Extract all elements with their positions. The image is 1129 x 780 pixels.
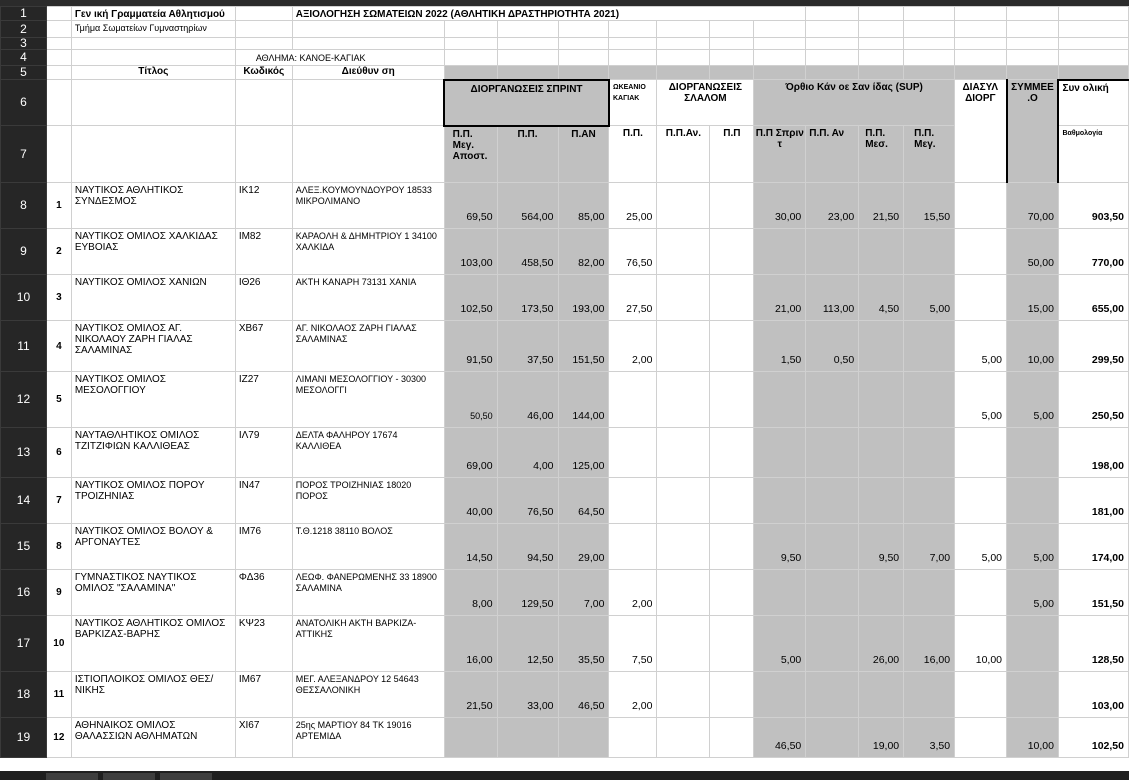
club-address[interactable]: ΑΛΕΞ.ΚΟΥΜΟΥΝΔΟΥΡΟΥ 18533 ΜΙΚΡΟΛΙΜΑΝΟ <box>292 183 444 229</box>
table-row[interactable] <box>1 229 1129 275</box>
row-header[interactable]: 19 <box>1 718 47 758</box>
score-cell[interactable]: 25,00 <box>609 183 657 229</box>
score-cell[interactable]: 35,50 <box>558 616 609 672</box>
score-cell[interactable]: 50,00 <box>1007 229 1059 275</box>
score-cell[interactable]: 69,50 <box>444 183 497 229</box>
header-sprint: ΔΙΟΡΓΑΝΩΣΕΙΣ ΣΠΡΙΝΤ <box>444 80 609 126</box>
score-cell[interactable]: 5,00 <box>1007 372 1059 428</box>
score-cell[interactable]: 8,00 <box>444 570 497 616</box>
club-rank[interactable]: 1 <box>46 183 71 229</box>
row-header[interactable]: 10 <box>1 275 47 321</box>
header-total-sub: Βαθμολογία <box>1058 126 1128 183</box>
score-cell[interactable]: 21,00 <box>754 275 806 321</box>
score-cell[interactable]: 82,00 <box>558 229 609 275</box>
club-address[interactable]: ΔΕΛΤΑ ΦΑΛΗΡΟΥ 17674 ΚΑΛΛΙΘΕΑ <box>292 428 444 478</box>
score-cell[interactable]: 76,50 <box>497 478 558 524</box>
score-cell[interactable]: 14,50 <box>444 524 497 570</box>
club-rank[interactable]: 4 <box>46 321 71 372</box>
score-cell[interactable] <box>806 570 859 616</box>
score-cell[interactable] <box>657 570 710 616</box>
score-cell[interactable]: 2,00 <box>609 570 657 616</box>
club-name[interactable]: ΙΣΤΙΟΠΛΟΙΚΟΣ ΟΜΙΛΟΣ ΘΕΣ/ΝΙΚΗΣ <box>71 672 235 718</box>
score-cell[interactable] <box>806 428 859 478</box>
row-header[interactable]: 3 <box>1 38 47 50</box>
score-cell[interactable] <box>754 570 806 616</box>
total-score-cell[interactable]: 128,50 <box>1058 616 1128 672</box>
score-cell[interactable]: 21,50 <box>444 672 497 718</box>
total-score-cell[interactable]: 102,50 <box>1058 718 1128 758</box>
club-code[interactable]: ΧΒ67 <box>235 321 292 372</box>
score-cell[interactable]: 5,00 <box>955 524 1007 570</box>
club-code[interactable]: ΦΔ36 <box>235 570 292 616</box>
club-rank[interactable]: 10 <box>46 616 71 672</box>
row-header[interactable]: 18 <box>1 672 47 718</box>
score-cell[interactable]: 173,50 <box>497 275 558 321</box>
total-score-cell[interactable]: 198,00 <box>1058 428 1128 478</box>
score-cell[interactable] <box>609 718 657 758</box>
subheader: Π.ΑΝ <box>558 126 609 183</box>
score-cell[interactable]: 76,50 <box>609 229 657 275</box>
table-row[interactable] <box>1 428 1129 478</box>
score-cell[interactable]: 69,00 <box>444 428 497 478</box>
score-cell[interactable] <box>904 229 955 275</box>
score-cell[interactable]: 125,00 <box>558 428 609 478</box>
club-code[interactable]: ΙΘ26 <box>235 275 292 321</box>
score-cell[interactable] <box>657 478 710 524</box>
score-cell[interactable] <box>859 478 904 524</box>
score-cell[interactable] <box>710 672 754 718</box>
score-cell[interactable] <box>806 478 859 524</box>
score-cell[interactable] <box>558 718 609 758</box>
total-score-cell[interactable]: 181,00 <box>1058 478 1128 524</box>
row-header[interactable]: 8 <box>1 183 47 229</box>
club-code[interactable]: ΧΙ67 <box>235 718 292 758</box>
score-cell[interactable]: 94,50 <box>497 524 558 570</box>
score-cell[interactable] <box>657 718 710 758</box>
score-cell[interactable]: 21,50 <box>859 183 904 229</box>
sheet-tab[interactable] <box>46 773 98 780</box>
row-header[interactable]: 17 <box>1 616 47 672</box>
sheet-tab[interactable] <box>160 773 212 780</box>
score-cell[interactable]: 70,00 <box>1007 183 1059 229</box>
score-cell[interactable] <box>806 372 859 428</box>
table-row[interactable] <box>1 672 1129 718</box>
score-cell[interactable] <box>754 372 806 428</box>
subheader: Π.Π. Μεγ. Αποστ. <box>444 126 497 183</box>
score-cell[interactable] <box>657 321 710 372</box>
row-header[interactable]: 13 <box>1 428 47 478</box>
score-cell[interactable]: 37,50 <box>497 321 558 372</box>
club-code[interactable]: ΙΝ47 <box>235 478 292 524</box>
score-cell[interactable] <box>955 718 1007 758</box>
score-cell[interactable] <box>609 372 657 428</box>
total-score-cell[interactable]: 299,50 <box>1058 321 1128 372</box>
score-cell[interactable] <box>904 372 955 428</box>
score-cell[interactable]: 103,00 <box>444 229 497 275</box>
club-name[interactable]: ΝΑΥΤΙΚΟΣ ΟΜΙΛΟΣ ΧΑΛΚΙΔΑΣ ΕΥΒΟΙΑΣ <box>71 229 235 275</box>
score-cell[interactable] <box>1007 478 1059 524</box>
row-header[interactable]: 12 <box>1 372 47 428</box>
score-cell[interactable]: 5,00 <box>1007 570 1059 616</box>
total-score-cell[interactable]: 655,00 <box>1058 275 1128 321</box>
sheet-tab[interactable] <box>103 773 155 780</box>
score-cell[interactable] <box>657 524 710 570</box>
club-code[interactable]: ΙΜ67 <box>235 672 292 718</box>
score-cell[interactable] <box>904 672 955 718</box>
score-cell[interactable] <box>444 718 497 758</box>
score-cell[interactable] <box>904 428 955 478</box>
club-name[interactable]: ΑΘΗΝΑΙΚΟΣ ΟΜΙΛΟΣ ΘΑΛΑΣΣΙΩΝ ΑΘΛΗΜΑΤΩΝ <box>71 718 235 758</box>
header-total: Συν ολική <box>1058 80 1128 126</box>
score-cell[interactable] <box>710 321 754 372</box>
score-cell[interactable] <box>806 229 859 275</box>
score-cell[interactable] <box>710 229 754 275</box>
score-cell[interactable]: 458,50 <box>497 229 558 275</box>
row-header[interactable]: 1 <box>1 7 47 21</box>
club-address[interactable]: ΑΝΑΤΟΛΙΚΗ ΑΚΤΗ ΒΑΡΚΙΖΑ-ΑΤΤΙΚΗΣ <box>292 616 444 672</box>
score-cell[interactable] <box>609 428 657 478</box>
header-sup: Όρθιο Κάν οε Σαν ίδας (SUP) <box>754 80 955 126</box>
score-cell[interactable]: 151,50 <box>558 321 609 372</box>
club-rank[interactable]: 12 <box>46 718 71 758</box>
table-row[interactable] <box>1 616 1129 672</box>
row-header[interactable]: 16 <box>1 570 47 616</box>
row-header[interactable]: 7 <box>1 126 47 183</box>
score-cell[interactable]: 4,50 <box>859 275 904 321</box>
row-header[interactable]: 9 <box>1 229 47 275</box>
club-name[interactable]: ΝΑΥΤΙΚΟΣ ΟΜΙΛΟΣ ΒΟΛΟΥ & ΑΡΓΟΝΑΥΤΕΣ <box>71 524 235 570</box>
score-cell[interactable]: 50,50 <box>444 372 497 428</box>
header-ocean: ΩΚΕΑΝΙΟ ΚΑΓΙΑΚ <box>609 80 657 126</box>
score-cell[interactable]: 16,00 <box>904 616 955 672</box>
row-header[interactable]: 4 <box>1 50 47 66</box>
spreadsheet-grid[interactable] <box>0 6 1129 758</box>
score-cell[interactable] <box>955 570 1007 616</box>
club-address[interactable]: ΜΕΓ. ΑΛΕΞΑΝΔΡΟΥ 12 54643 ΘΕΣΣΑΛΟΝΙΚΗ <box>292 672 444 718</box>
club-address[interactable]: ΑΓ. ΝΙΚΟΛΑΟΣ ΖΑΡΗ ΓΙΑΛΑΣ ΣΑΛΑΜΙΝΑΣ <box>292 321 444 372</box>
score-cell[interactable]: 33,00 <box>497 672 558 718</box>
score-cell[interactable]: 129,50 <box>497 570 558 616</box>
subheader: Π.Π. Αν <box>806 126 859 183</box>
score-cell[interactable] <box>955 229 1007 275</box>
score-cell[interactable]: 10,00 <box>1007 718 1059 758</box>
score-cell[interactable]: 64,50 <box>558 478 609 524</box>
score-cell[interactable]: 27,50 <box>609 275 657 321</box>
total-score-cell[interactable]: 250,50 <box>1058 372 1128 428</box>
club-code[interactable]: ΙΜ82 <box>235 229 292 275</box>
club-name[interactable]: ΝΑΥΤΙΚΟΣ ΑΘΛΗΤΙΚΟΣ ΣΥΝΔΕΣΜΟΣ <box>71 183 235 229</box>
org-title: Γεν ική Γραμματεία Αθλητισμού <box>71 7 235 21</box>
score-cell[interactable]: 91,50 <box>444 321 497 372</box>
subheader: Π.Π. <box>609 126 657 183</box>
score-cell[interactable] <box>904 478 955 524</box>
score-cell[interactable] <box>859 428 904 478</box>
score-cell[interactable]: 7,50 <box>609 616 657 672</box>
club-name[interactable]: ΝΑΥΤΙΚΟΣ ΟΜΙΛΟΣ ΑΓ. ΝΙΚΟΛΑΟΥ ΖΑΡΗ ΓΙΑΛΑΣ ΣΑΛΑΜΙΝΑΣ <box>71 321 235 372</box>
table-row[interactable] <box>1 524 1129 570</box>
club-rank[interactable]: 11 <box>46 672 71 718</box>
score-cell[interactable]: 5,00 <box>1007 524 1059 570</box>
score-cell[interactable] <box>657 428 710 478</box>
row-header[interactable]: 11 <box>1 321 47 372</box>
header-symmeo: ΣΥΜΜΕΕ .Ο <box>1007 80 1059 183</box>
score-cell[interactable]: 29,00 <box>558 524 609 570</box>
score-cell[interactable] <box>710 478 754 524</box>
subheader: Π.Π Σπριν τ <box>754 126 806 183</box>
total-score-cell[interactable]: 151,50 <box>1058 570 1128 616</box>
club-code[interactable]: ΙΜ76 <box>235 524 292 570</box>
score-cell[interactable] <box>754 672 806 718</box>
club-code[interactable]: ΙΚ12 <box>235 183 292 229</box>
score-cell[interactable]: 16,00 <box>444 616 497 672</box>
club-rank[interactable]: 6 <box>46 428 71 478</box>
club-address[interactable]: ΚΑΡΑΟΛΗ & ΔΗΜΗΤΡΙΟΥ 1 34100 ΧΑΛΚΙΔΑ <box>292 229 444 275</box>
subheader: Π.Π. Μεσ. <box>859 126 904 183</box>
score-cell[interactable] <box>710 372 754 428</box>
score-cell[interactable] <box>657 672 710 718</box>
score-cell[interactable]: 46,00 <box>497 372 558 428</box>
sport-label: ΑΘΛΗΜΑ: ΚΑΝΟΕ-ΚΑΓΙΑΚ <box>235 50 444 66</box>
score-cell[interactable] <box>859 321 904 372</box>
score-cell[interactable] <box>859 672 904 718</box>
score-cell[interactable] <box>859 372 904 428</box>
table-row[interactable] <box>1 718 1129 758</box>
score-cell[interactable]: 46,50 <box>558 672 609 718</box>
club-address[interactable]: Τ.Θ.1218 38110 ΒΟΛΟΣ <box>292 524 444 570</box>
score-cell[interactable]: 40,00 <box>444 478 497 524</box>
score-cell[interactable] <box>754 229 806 275</box>
club-rank[interactable]: 8 <box>46 524 71 570</box>
score-cell[interactable] <box>657 616 710 672</box>
score-cell[interactable]: 3,50 <box>904 718 955 758</box>
score-cell[interactable] <box>955 428 1007 478</box>
table-row[interactable] <box>1 478 1129 524</box>
subheader: Π.Π. Μεγ. <box>904 126 955 183</box>
score-cell[interactable] <box>710 616 754 672</box>
total-score-cell[interactable]: 770,00 <box>1058 229 1128 275</box>
score-cell[interactable] <box>904 321 955 372</box>
subheader: Π.Π.Αν. <box>657 126 710 183</box>
score-cell[interactable] <box>710 428 754 478</box>
club-address[interactable]: ΑΚΤΗ ΚΑΝΑΡΗ 73131 ΧΑΝΙΑ <box>292 275 444 321</box>
row-header[interactable]: 15 <box>1 524 47 570</box>
score-cell[interactable] <box>710 570 754 616</box>
row-header[interactable]: 2 <box>1 21 47 38</box>
score-cell[interactable]: 5,00 <box>904 275 955 321</box>
score-cell[interactable]: 193,00 <box>558 275 609 321</box>
club-name[interactable]: ΝΑΥΤΙΚΟΣ ΟΜΙΛΟΣ ΧΑΝΙΩΝ <box>71 275 235 321</box>
club-address[interactable]: ΛΙΜΑΝΙ ΜΕΣΟΛΟΓΓΙΟΥ - 30300 ΜΕΣΟΛΟΓΓΙ <box>292 372 444 428</box>
score-cell[interactable] <box>1007 428 1059 478</box>
score-cell[interactable] <box>859 570 904 616</box>
score-cell[interactable]: 7,00 <box>558 570 609 616</box>
total-score-cell[interactable]: 903,50 <box>1058 183 1128 229</box>
header-title: Τίτλος <box>71 66 235 80</box>
score-cell[interactable]: 15,50 <box>904 183 955 229</box>
table-row[interactable] <box>1 570 1129 616</box>
table-row[interactable] <box>1 183 1129 229</box>
score-cell[interactable] <box>710 183 754 229</box>
score-cell[interactable]: 2,00 <box>609 672 657 718</box>
score-cell[interactable]: 113,00 <box>806 275 859 321</box>
score-cell[interactable] <box>955 478 1007 524</box>
score-cell[interactable]: 26,00 <box>859 616 904 672</box>
score-cell[interactable]: 10,00 <box>955 616 1007 672</box>
score-cell[interactable]: 144,00 <box>558 372 609 428</box>
score-cell[interactable] <box>657 183 710 229</box>
score-cell[interactable]: 46,50 <box>754 718 806 758</box>
score-cell[interactable]: 7,00 <box>904 524 955 570</box>
header-slalom: ΔΙΟΡΓΑΝΩΣΕΙΣ ΣΛΑΛΟΜ <box>657 80 754 126</box>
row-header[interactable]: 14 <box>1 478 47 524</box>
score-cell[interactable]: 5,00 <box>754 616 806 672</box>
club-rank[interactable]: 2 <box>46 229 71 275</box>
score-cell[interactable] <box>710 275 754 321</box>
row-header[interactable]: 5 <box>1 66 47 80</box>
score-cell[interactable]: 9,50 <box>859 524 904 570</box>
header-address: Διεύθυν ση <box>292 66 444 80</box>
score-cell[interactable] <box>754 478 806 524</box>
row-header[interactable]: 6 <box>1 80 47 126</box>
score-cell[interactable] <box>859 229 904 275</box>
score-cell[interactable] <box>609 524 657 570</box>
score-cell[interactable]: 102,50 <box>444 275 497 321</box>
score-cell[interactable] <box>657 229 710 275</box>
score-cell[interactable]: 4,00 <box>497 428 558 478</box>
club-address[interactable]: ΠΟΡΟΣ ΤΡΟΙΖΗΝΙΑΣ 18020 ΠΟΡΟΣ <box>292 478 444 524</box>
club-rank[interactable]: 9 <box>46 570 71 616</box>
club-rank[interactable]: 7 <box>46 478 71 524</box>
score-cell[interactable] <box>657 372 710 428</box>
score-cell[interactable] <box>955 275 1007 321</box>
club-name[interactable]: ΝΑΥΤΙΚΟΣ ΟΜΙΛΟΣ ΠΟΡΟΥ ΤΡΟΙΖΗΝΙΑΣ <box>71 478 235 524</box>
score-cell[interactable]: 0,50 <box>806 321 859 372</box>
score-cell[interactable] <box>1007 672 1059 718</box>
header-code: Κωδικός <box>235 66 292 80</box>
score-cell[interactable]: 23,00 <box>806 183 859 229</box>
score-cell[interactable]: 10,00 <box>1007 321 1059 372</box>
score-cell[interactable] <box>497 718 558 758</box>
header-diasyl: ΔΙΑΣΥΛ ΔΙΟΡΓ <box>955 80 1007 183</box>
score-cell[interactable]: 564,00 <box>497 183 558 229</box>
club-address[interactable]: ΛΕΩΦ. ΦΑΝΕΡΩΜΕΝΗΣ 33 18900 ΣΑΛΑΜΙΝΑ <box>292 570 444 616</box>
table-row[interactable] <box>1 321 1129 372</box>
subheader: Π.Π. <box>497 126 558 183</box>
score-cell[interactable] <box>955 183 1007 229</box>
table-row[interactable] <box>1 275 1129 321</box>
score-cell[interactable] <box>955 672 1007 718</box>
score-cell[interactable]: 5,00 <box>955 372 1007 428</box>
score-cell[interactable]: 9,50 <box>754 524 806 570</box>
club-rank[interactable]: 3 <box>46 275 71 321</box>
club-code[interactable]: ΚΨ23 <box>235 616 292 672</box>
report-title: ΑΞΙΟΛΟΓΗΣΗ ΣΩΜΑΤΕΙΩΝ 2022 (ΑΘΛΗΤΙΚΗ ΔΡΑΣΤΗΡΙΟΤΗΤΑ 2021) <box>292 7 806 21</box>
club-name[interactable]: ΝΑΥΤΙΚΟΣ ΑΘΛΗΤΙΚΟΣ ΟΜΙΛΟΣ ΒΑΡΚΙΖΑΣ-ΒΑΡΗΣ <box>71 616 235 672</box>
club-name[interactable]: ΝΑΥΤΙΚΟΣ ΟΜΙΛΟΣ ΜΕΣΟΛΟΓΓΙΟΥ <box>71 372 235 428</box>
score-cell[interactable]: 19,00 <box>859 718 904 758</box>
org-subtitle: Τμήμα Σωματείων Γυμναστηρίων <box>71 21 235 38</box>
score-cell[interactable] <box>806 672 859 718</box>
club-name[interactable]: ΓΥΜΝΑΣΤΙΚΟΣ ΝΑΥΤΙΚΟΣ ΟΜΙΛΟΣ "ΣΑΛΑΜΙΝΑ" <box>71 570 235 616</box>
score-cell[interactable]: 5,00 <box>955 321 1007 372</box>
score-cell[interactable] <box>754 428 806 478</box>
score-cell[interactable]: 1,50 <box>754 321 806 372</box>
score-cell[interactable] <box>657 275 710 321</box>
score-cell[interactable] <box>609 478 657 524</box>
score-cell[interactable] <box>806 718 859 758</box>
score-cell[interactable] <box>806 616 859 672</box>
total-score-cell[interactable]: 174,00 <box>1058 524 1128 570</box>
score-cell[interactable]: 15,00 <box>1007 275 1059 321</box>
total-score-cell[interactable]: 103,00 <box>1058 672 1128 718</box>
score-cell[interactable]: 85,00 <box>558 183 609 229</box>
club-address[interactable]: 25ης ΜΑΡΤΙΟΥ 84 ΤΚ 19016 ΑΡΤΕΜΙΔΑ <box>292 718 444 758</box>
club-name[interactable]: ΝΑΥΤΑΘΛΗΤΙΚΟΣ ΟΜΙΛΟΣ ΤΖΙΤΖΙΦΙΩΝ ΚΑΛΛΙΘΕΑΣ <box>71 428 235 478</box>
score-cell[interactable] <box>806 524 859 570</box>
club-rank[interactable]: 5 <box>46 372 71 428</box>
score-cell[interactable] <box>904 570 955 616</box>
score-cell[interactable] <box>1007 616 1059 672</box>
score-cell[interactable] <box>710 524 754 570</box>
score-cell[interactable]: 30,00 <box>754 183 806 229</box>
score-cell[interactable]: 2,00 <box>609 321 657 372</box>
subheader: Π.Π <box>710 126 754 183</box>
club-code[interactable]: ΙΖ27 <box>235 372 292 428</box>
club-code[interactable]: ΙΛ79 <box>235 428 292 478</box>
table-row[interactable] <box>1 372 1129 428</box>
score-cell[interactable]: 12,50 <box>497 616 558 672</box>
score-cell[interactable] <box>710 718 754 758</box>
